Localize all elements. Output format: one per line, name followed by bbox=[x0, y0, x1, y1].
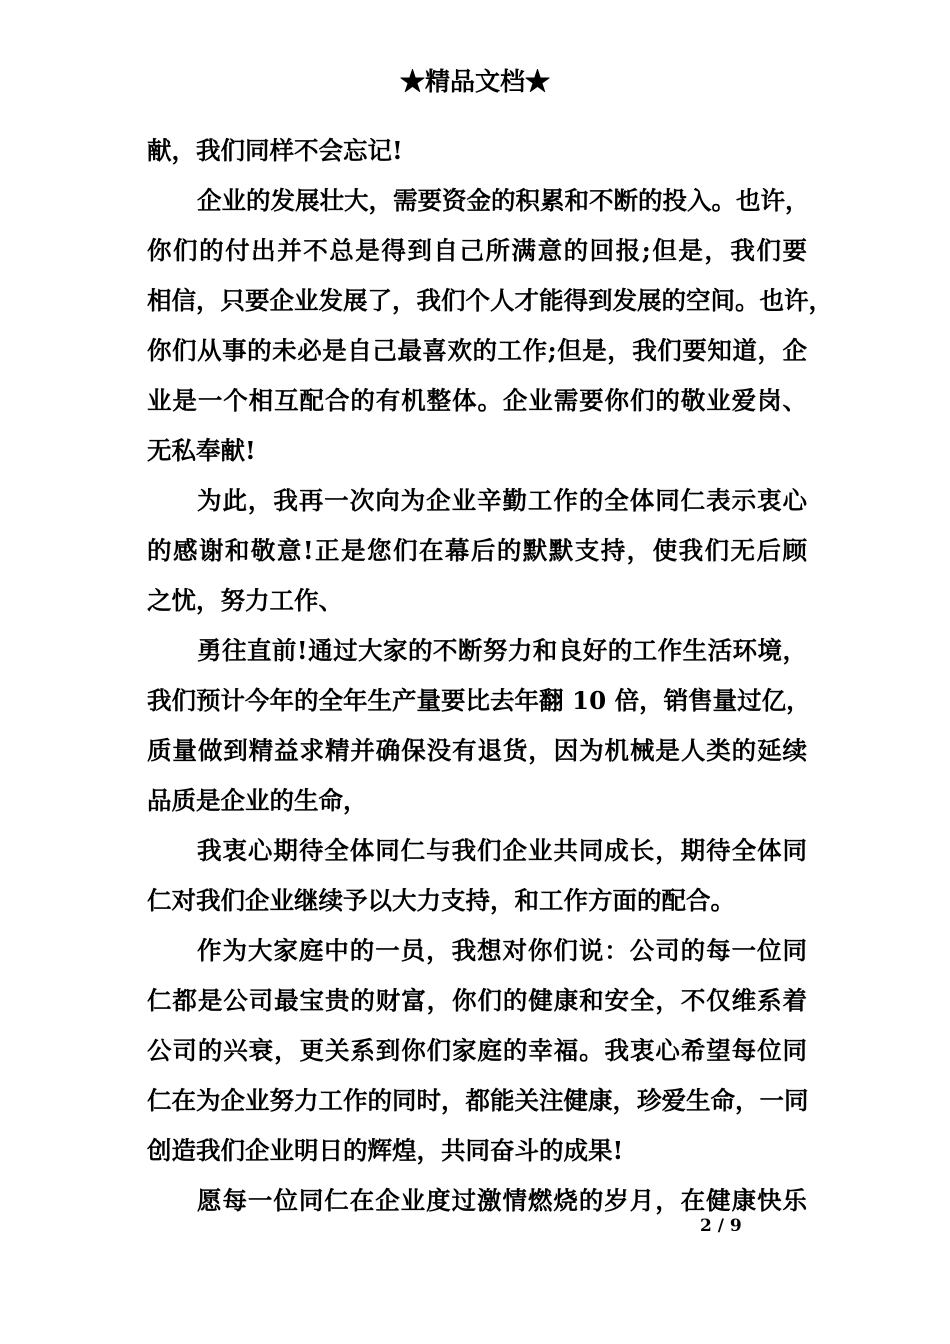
text-line: 品质是企业的生命， bbox=[147, 786, 368, 815]
text-line: 我们预计今年的全年生产量要比去年翻 10 倍，销售量过亿， bbox=[147, 686, 811, 715]
text-line: 无私奉献! bbox=[147, 436, 256, 465]
text-line: 企业的发展壮大，需要资金的积累和不断的投入。也许， bbox=[197, 186, 810, 215]
page-number: 2 / 9 bbox=[700, 1216, 742, 1236]
text-line: 我衷心期待全体同仁与我们企业共同成长，期待全体同 bbox=[197, 836, 807, 865]
text-line: 愿每一位同仁在企业度过激情燃烧的岁月，在健康快乐 bbox=[197, 1186, 807, 1215]
text-line: 之忧，努力工作、 bbox=[147, 586, 343, 615]
text-line: 业是一个相互配合的有机整体。企业需要你们的敬业爱岗、 bbox=[147, 386, 807, 415]
text-line: 的感谢和敬意!正是您们在幕后的默默支持，使我们无后顾 bbox=[147, 536, 807, 565]
text-line: 献，我们同样不会忘记! bbox=[147, 136, 403, 165]
text-line: 仁在为企业努力工作的同时，都能关注健康，珍爱生命，一同 bbox=[147, 1086, 809, 1115]
text-line: 你们从事的未必是自己最喜欢的工作;但是，我们要知道，企 bbox=[147, 336, 807, 365]
text-line: 仁都是公司最宝贵的财富，你们的健康和安全，不仅维系着 bbox=[147, 986, 807, 1015]
text-line: 质量做到精益求精并确保没有退货，因为机械是人类的延续 bbox=[147, 736, 807, 765]
text-line: 勇往直前!通过大家的不断努力和良好的工作生活环境， bbox=[197, 636, 807, 665]
text-line: 为此，我再一次向为企业辛勤工作的全体同仁表示衷心 bbox=[197, 486, 807, 515]
text-line: 仁对我们企业继续予以大力支持，和工作方面的配合。 bbox=[147, 886, 735, 915]
text-line: 创造我们企业明日的辉煌，共同奋斗的成果! bbox=[147, 1136, 624, 1165]
body-text bbox=[147, 126, 833, 1226]
page-header-title: ★精品文档★ bbox=[399, 67, 550, 96]
text-line: 作为大家庭中的一员，我想对你们说：公司的每一位同 bbox=[197, 936, 807, 965]
text-line: 公司的兴衰，更关系到你们家庭的幸福。我衷心希望每位同 bbox=[147, 1036, 807, 1065]
text-line: 你们的付出并不总是得到自己所满意的回报;但是，我们要 bbox=[147, 236, 807, 265]
text-line: 相信，只要企业发展了，我们个人才能得到发展的空间。也许， bbox=[147, 286, 833, 315]
